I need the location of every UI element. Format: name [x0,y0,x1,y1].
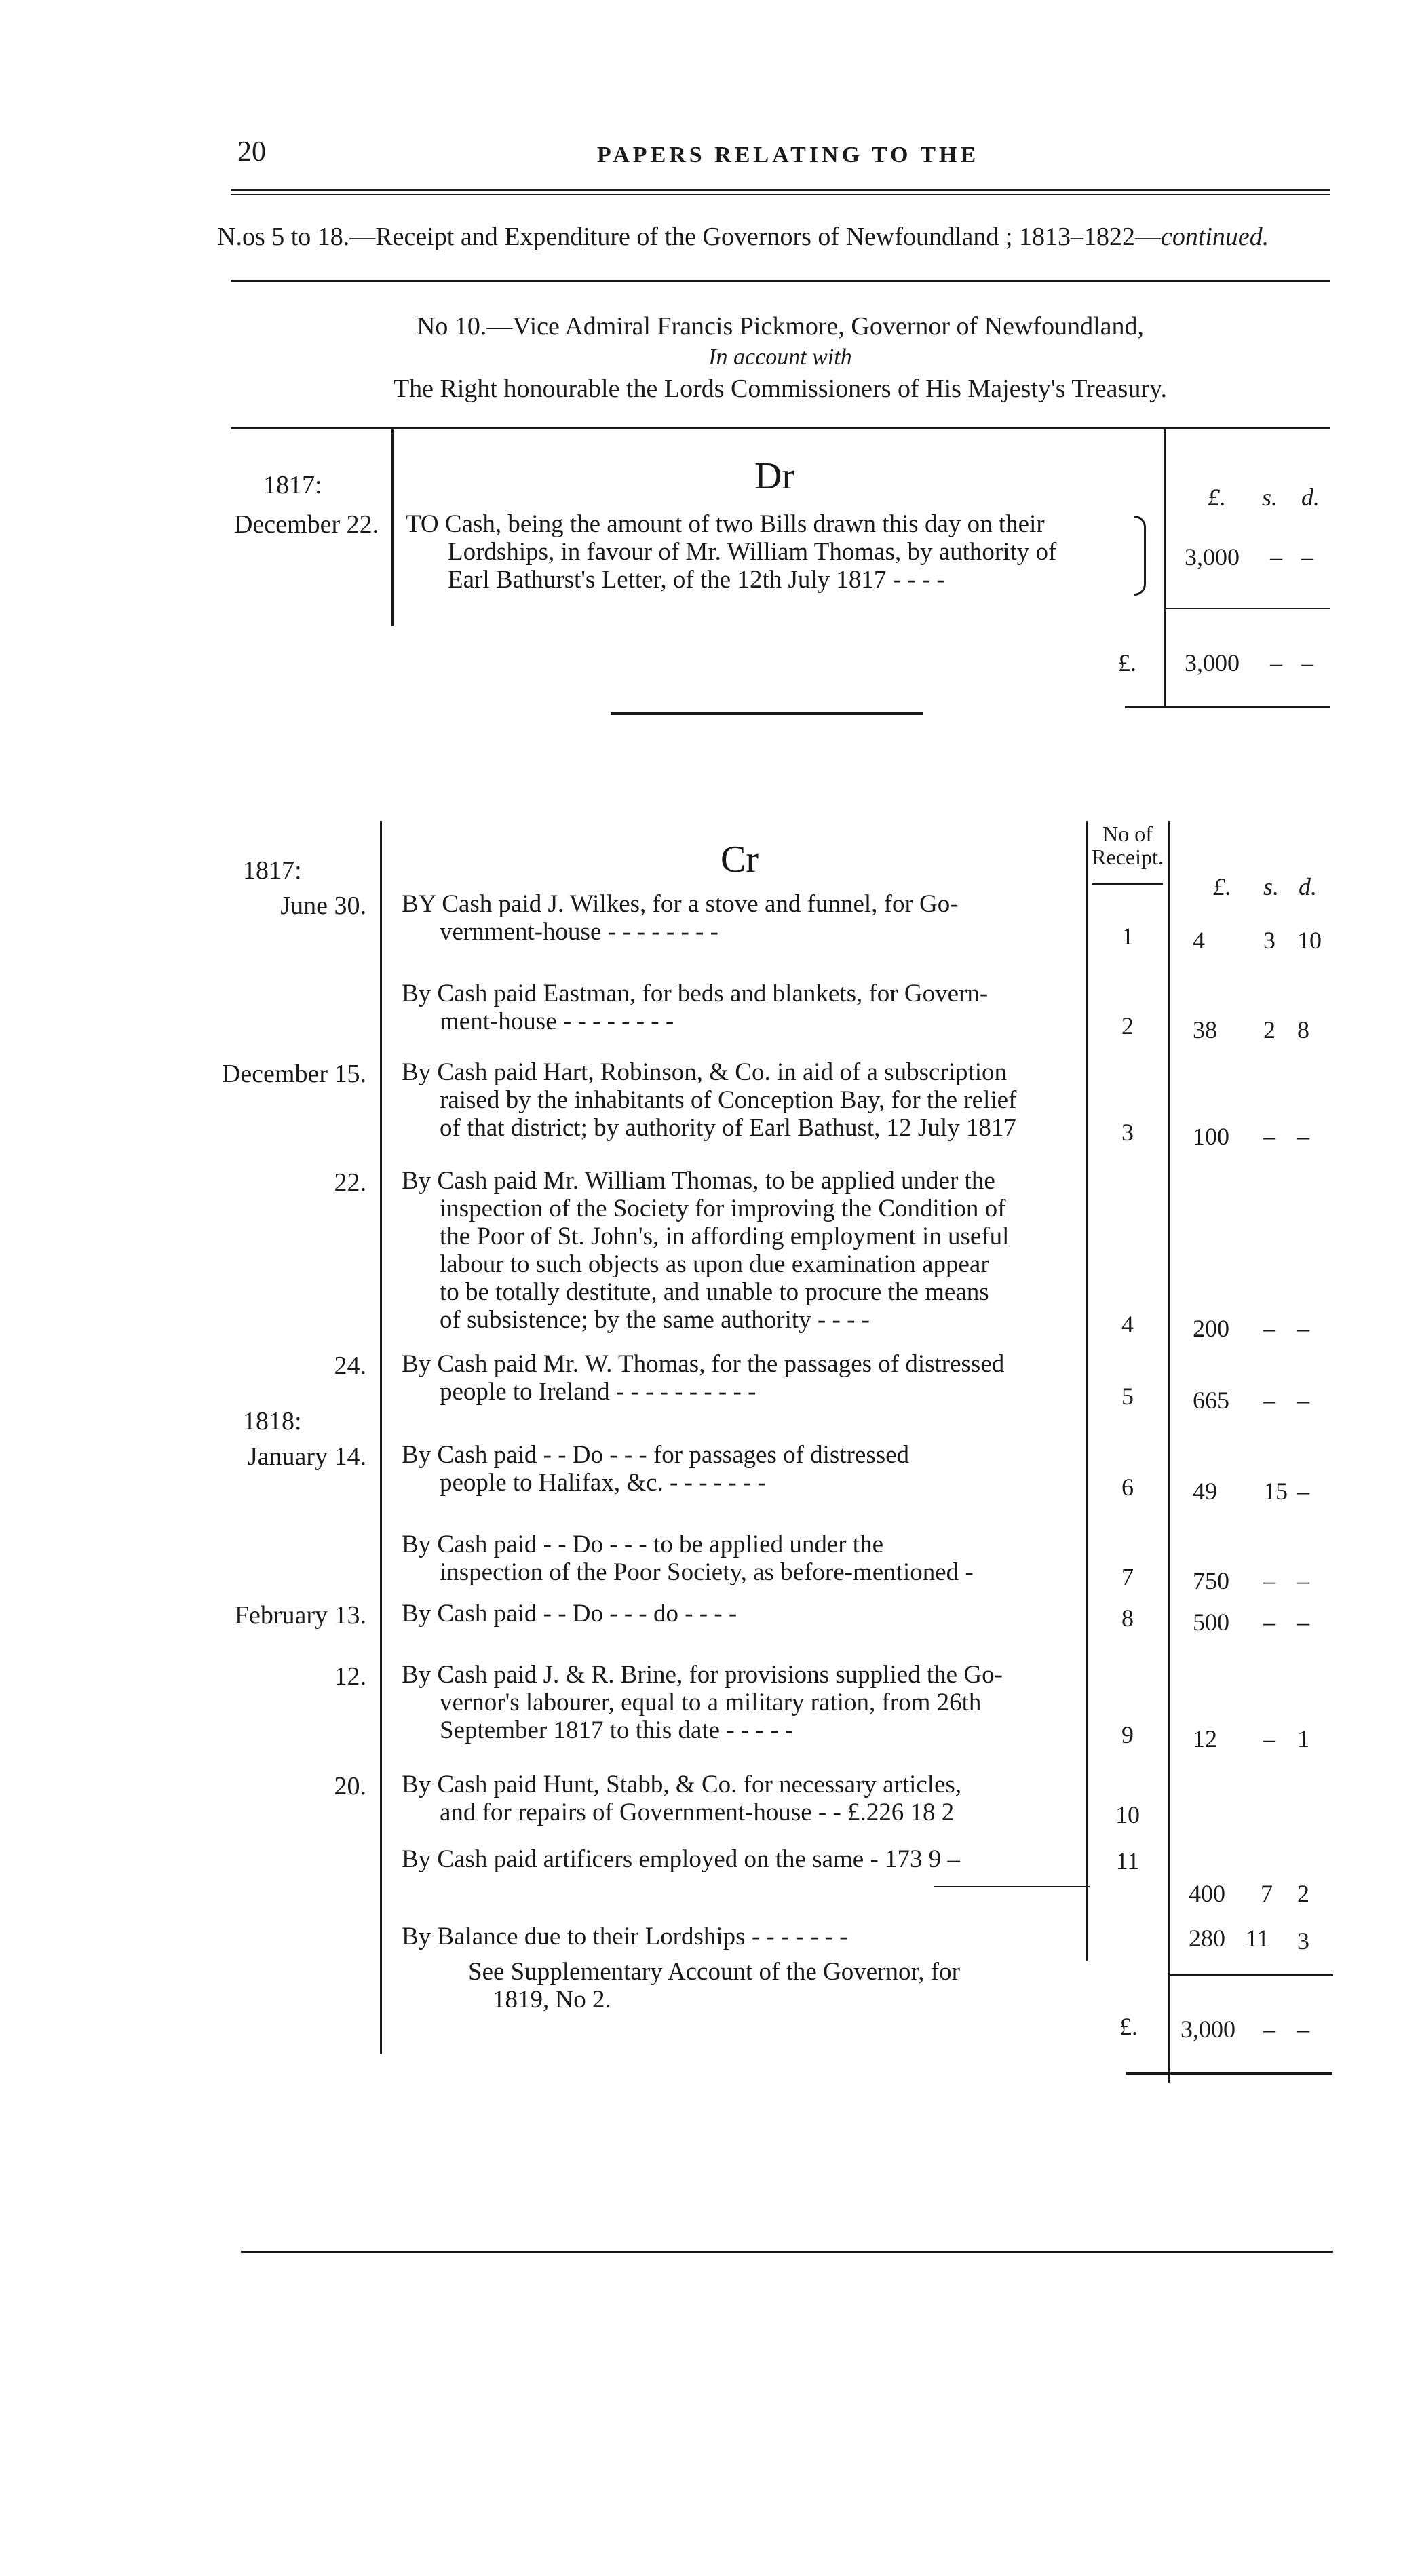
credit-amount-pence: – [1297,1387,1309,1414]
artificers-shillings: 7 [1261,1880,1273,1907]
credit-amount-shillings: – [1263,1315,1275,1342]
credit-amount-pence: 8 [1297,1016,1309,1043]
credit-receipt-number: 5 [1121,1383,1134,1410]
credit-heading: Cr [721,839,759,881]
credit-receipt-number: 7 [1121,1563,1134,1590]
credit-amount-shillings: – [1263,1123,1275,1150]
credit-date: 22. [334,1168,366,1197]
series-rule [231,280,1330,282]
credit-col-shillings: s. [1263,873,1280,900]
credit-receipt-header-rule [1092,883,1163,885]
account-title-line1: No 10.—Vice Admiral Francis Pickmore, Governor of Newfoundland, [416,312,1145,341]
credit-entry-line: ment-house - - - - - - - - [440,1007,674,1035]
credit-amount-pounds: 100 [1193,1123,1229,1150]
credit-entry-line: the Poor of St. John's, in affording employment in useful [440,1223,1010,1250]
credit-entry-line: of that district; by authority of Earl Bathust, 12 July 1817 [440,1114,1016,1142]
artificers-pounds: 400 [1189,1880,1225,1907]
credit-receipt-number: 2 [1121,1012,1134,1039]
credit-amount-pounds: 49 [1193,1478,1217,1505]
supplementary-note-line2: 1819, No 2. [493,1986,611,2014]
credit-amount-pence: – [1297,1567,1309,1594]
credit-entry-text [402,890,1080,946]
debit-total-pounds: 3,000 [1185,649,1240,676]
credit-amount-pence: – [1297,1315,1309,1342]
credit-receipt-header: No of Receipt. [1092,822,1164,869]
credit-entry-text [402,1531,1080,1586]
credit-amount-shillings: – [1263,1567,1275,1594]
balance-shillings: 11 [1246,1925,1269,1952]
credit-date: 12. [334,1662,366,1691]
credit-amount-pence: – [1297,1609,1309,1636]
debit-brace [1134,516,1146,596]
balance-pence: 3 [1297,1927,1309,1955]
debit-heading: Dr [754,455,795,497]
artificers-pence: 2 [1297,1880,1309,1907]
credit-amount-pounds: 500 [1193,1609,1229,1636]
artificers-sum-rule [934,1886,1090,1887]
credit-entry-line: inspection of the Society for improving the Condition of [440,1195,1006,1223]
running-title: PAPERS RELATING TO THE [597,142,980,168]
credit-entry-line: September 1817 to this date - - - - - [440,1716,793,1744]
credit-entry-line: people to Halifax, &c. - - - - - - - [440,1469,766,1497]
debit-col-pounds: £. [1208,484,1226,511]
credit-entry-line: inspection of the Poor Society, as before-mentioned - [440,1558,974,1586]
huntstabb-date: 20. [334,1772,366,1801]
credit-entry-line: vernment-house - - - - - - - - [440,918,718,946]
credit-total-pounds: 3,000 [1181,2016,1235,2043]
credit-amount-pounds: 200 [1193,1315,1229,1342]
credit-entry-line: people to Ireland - - - - - - - - - - [440,1378,756,1406]
supplementary-note [468,1958,1079,2014]
credit-date: 24. [334,1351,366,1380]
credit-entry-text [402,1441,1080,1497]
debit-total-pence: – [1301,649,1313,676]
credit-date: February 13. [234,1601,366,1630]
credit-entry-line: By Cash paid Hart, Robinson, & Co. in aid of a subscription [402,1058,1008,1086]
credit-amount-pounds: 665 [1193,1387,1229,1414]
credit-entry-line: By Cash paid Mr. William Thomas, to be applied under the [402,1167,995,1195]
credit-entry-text [402,980,1080,1035]
credit-amount-shillings: – [1263,1725,1275,1752]
credit-col-pounds: £. [1213,873,1231,900]
credit-amount-pence: 10 [1297,927,1322,954]
credit-entry-line: By Cash paid J. & R. Brine, for provisions supplied the Go- [402,1661,1003,1689]
debit-left-vline [391,429,394,626]
debit-amount-pence: – [1301,543,1313,571]
debit-sum-rule [1164,608,1330,609]
debit-col-shillings: s. [1262,484,1278,511]
debit-right-vline [1164,429,1166,707]
credit-entry-line: vernor's labourer, equal to a military ration, from 26th [440,1689,982,1716]
credit-receipt-number: 8 [1121,1604,1134,1632]
credit-amount-pence: – [1297,1123,1309,1150]
credit-amount-shillings: 3 [1263,927,1275,954]
credit-receipt-number: 4 [1121,1311,1134,1338]
credit-year: 1817: [243,856,302,885]
credit-amount-shillings: 2 [1263,1016,1275,1043]
credit-receipt-number: 6 [1121,1474,1134,1501]
huntstabb-receipt: 10 [1115,1801,1140,1828]
artificers-entry: By Cash paid artificers employed on the same - 173 9 – [402,1845,961,1873]
credit-entry-line: labour to such objects as upon due examination appear [440,1250,989,1278]
huntstabb-entry [402,1771,1080,1826]
credit-total-pence: – [1297,2016,1309,2043]
credit-receipt-number: 9 [1121,1721,1134,1748]
balance-sum-rule [1170,1974,1333,1976]
header-rule-thin [231,194,1330,195]
credit-entry-line: By Cash paid - - Do - - - do - - - - [402,1600,737,1628]
debit-entry-line2: Lordships, in favour of Mr. William Thomas, by authority of [448,538,1057,566]
artificers-receipt: 11 [1115,1847,1140,1875]
credit-receipt-number: 3 [1121,1119,1134,1146]
credit-entry-line: By Cash paid Eastman, for beds and blankets, for Govern- [402,980,989,1007]
credit-amount-pounds: 750 [1193,1567,1229,1594]
debit-entry [406,510,1138,594]
credit-receipt-number: 1 [1121,923,1134,950]
debit-entry-line1: TO Cash, being the amount of two Bills drawn this day on their [406,510,1045,538]
credit-date: January 14. [247,1442,366,1471]
credit-entry-text [402,1058,1080,1142]
balance-pounds: 280 [1189,1925,1225,1952]
account-title-line3: The Right honourable the Lords Commissioners of His Majesty's Treasury. [393,374,1168,403]
debit-amount-shillings: – [1270,543,1282,571]
series-title-text: N.os 5 to 18.—Receipt and Expenditure of the Governors of Newfoundland ; 1813–1822— [217,223,1161,251]
series-title-continued: continued. [1160,223,1269,251]
huntstabb-line1: By Cash paid Hunt, Stabb, & Co. for necessary articles, [402,1771,962,1799]
credit-amount-shillings: 15 [1263,1478,1288,1505]
page-number: 20 [237,136,266,168]
debit-date: December 22. [234,510,379,539]
credit-entry-line: of subsistence; by the same authority - - - - [440,1306,870,1334]
credit-left-vline [380,821,382,2054]
credit-amount-pence: – [1297,1478,1309,1505]
supplementary-note-line1: See Supplementary Account of the Governor, for [468,1958,960,1986]
debit-amount-pounds: 3,000 [1185,543,1240,571]
credit-entry-line: to be totally destitute, and unable to procure the means [440,1278,989,1306]
credit-date: June 30. [280,891,366,920]
debit-total-shillings: – [1270,649,1282,676]
huntstabb-line2: and for repairs of Government-house - - £.226 18 2 [440,1799,955,1826]
credit-total-shillings: – [1263,2016,1275,2043]
credit-entry-text [402,1600,1080,1628]
credit-amount-pounds: 38 [1193,1016,1217,1043]
debit-total-label: £. [1118,649,1136,676]
credit-date: December 15. [221,1060,366,1088]
credit-entry-line: By Cash paid - - Do - - - for passages of distressed [402,1441,910,1469]
credit-col-pence: d. [1299,873,1317,900]
credit-entry-line: BY Cash paid J. Wilkes, for a stove and funnel, for Go- [402,890,959,918]
credit-amount-pounds: 4 [1193,927,1205,954]
credit-entry-line: By Cash paid - - Do - - - to be applied under the [402,1531,884,1558]
balance-entry: By Balance due to their Lordships - - - - - - - [402,1923,848,1950]
credit-entry-text [402,1350,1080,1406]
credit-entry-line: By Cash paid Mr. W. Thomas, for the passages of distressed [402,1350,1005,1378]
credit-total-rule [1126,2072,1332,2075]
header-rule [231,189,1330,191]
debit-center-rule [611,712,923,715]
debit-total-rule [1125,706,1330,708]
credit-total-label: £. [1119,2013,1138,2040]
credit-receipt-right-vline [1168,821,1170,2083]
credit-year: 1818: [243,1407,302,1436]
credit-amount-shillings: – [1263,1387,1275,1414]
account-title-line2: In account with [708,345,852,370]
credit-amount-shillings: – [1263,1609,1275,1636]
series-title [217,223,1269,251]
credit-entry-text [402,1661,1080,1744]
credit-entry-line: raised by the inhabitants of Conception Bay, for the relief [440,1086,1017,1114]
debit-col-pence: d. [1301,484,1320,511]
footer-rule [241,2251,1333,2253]
credit-entry-text [402,1167,1080,1334]
credit-amount-pence: 1 [1297,1725,1309,1752]
debit-year: 1817: [263,471,322,499]
debit-entry-line3: Earl Bathurst's Letter, of the 12th July 1817 - - - - [448,566,945,594]
credit-amount-pounds: 12 [1193,1725,1217,1752]
